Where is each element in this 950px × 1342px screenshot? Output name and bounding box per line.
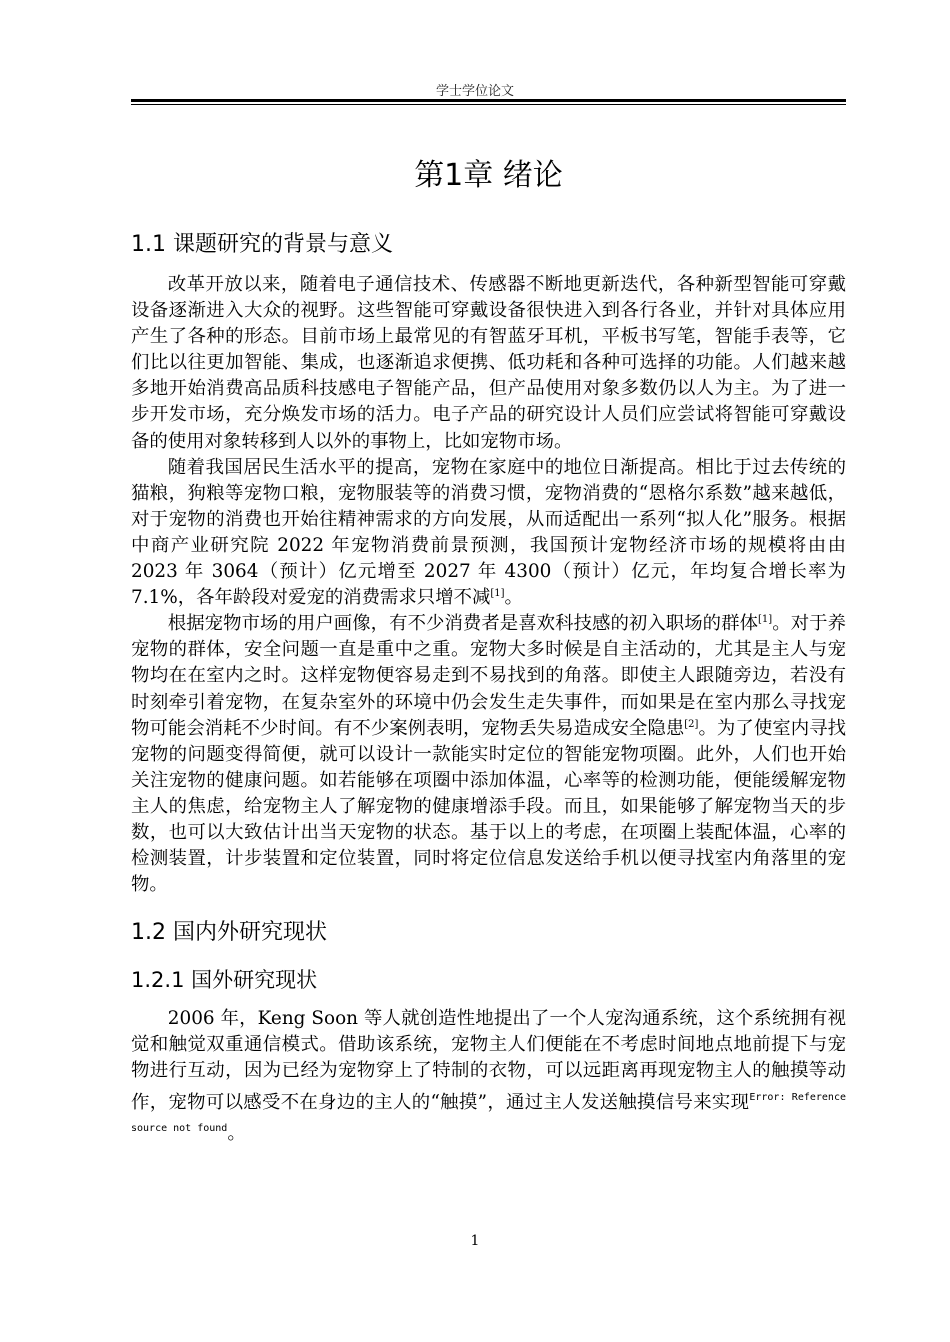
section-heading-1-2: 1.2 国内外研究现状	[131, 920, 327, 946]
paragraph-3	[131, 611, 846, 898]
paragraph-4-end: 。	[227, 1122, 246, 1144]
page-number: 1	[470, 1233, 480, 1249]
citation-2: [2]	[684, 718, 699, 730]
header-rule-thick	[131, 99, 846, 102]
reference-error: Error: Reference source not found	[131, 1091, 846, 1134]
citation-1: [1]	[490, 588, 505, 599]
paragraph-2	[131, 455, 846, 612]
citation-1b: [1]	[758, 614, 773, 626]
header-rule-thin	[131, 104, 846, 105]
paragraph-1: 改革开放以来，随着电子通信技术、传感器不断地更新迭代，各种新型智能可穿戴设备逐渐进入大众的视野。这些智能可穿戴设备很快进入到各行各业，并针对具体应用产生了各种的形态。目前市场上最常见的有智蓝牙耳机，平板书写笔，智能手表等，它们比以往更加智能、集成，也逐渐追求便携、低功耗和各种可选择的功能。人们越来越多地开始消费高品质科技感电子智能产品，但产品使用对象多数仍以人为主。为了进一步开发市场，充分焕发市场的活力。电子产品的研究设计人员们应尝试将智能可穿戴设备的使用对象转移到人以外的事物上，比如宠物市场。	[131, 274, 846, 452]
paragraph-3-text-c: 。为了使室内寻找宠物的问题变得简便，就可以设计一款能实时定位的智能宠物项圈。此外，人们也开始关注宠物的健康问题。如若能够在项圈中添加体温，心率等的检测功能，便能缓解宠物主人的焦虑，给宠物主人了解宠物的健康增添手段。而且，如果能够了解宠物当天的步数，也可以大致估计出当天宠物的状态。基于以上的考虑，在项圈上装配体温，心率的检测装置，计步装置和定位装置，同时将定位信息发送给手机以便寻找室内角落里的宠物。	[131, 717, 846, 896]
paragraph-2-end: 。	[504, 587, 523, 609]
paragraph-3-text-a: 根据宠物市场的用户画像，有不少消费者是喜欢科技感的初入职场的群体	[167, 613, 759, 635]
page-body	[131, 150, 846, 1147]
paragraph-4-text: 2006 年，Keng Soon 等人就创造性地提出了一个人宠沟通系统，这个系统拥有视觉和触觉双重通信模式。借助该系统，宠物主人们便能在不考虑时间地点地前提下与宠物进行互动，因为已经为宠物穿上了特制的衣物，可以远距离再现宠物主人的触摸等动作，宠物可以感受不在身边的主人的“触摸”，通过主人发送触摸信号来实现	[131, 1008, 846, 1113]
paragraph-2-text: 随着我国居民生活水平的提高，宠物在家庭中的地位日渐提高。相比于过去传统的猫粮，狗粮等宠物口粮，宠物服装等的消费习惯，宠物消费的“恩格尔系数”越来越低，对于宠物的消费也开始往精神需求的方向发展，从而适配出一系列“拟人化”服务。根据中商产业研究院 2022 年宠物消费前景预测，我国预计宠物经济市场的规模将由由 2023 年 3064（预计）亿元增至 2027 年 4300（预计）亿元，年均复合增长率为 7.1%，各年龄段对爱宠的消费需求只增不减	[131, 456, 846, 609]
paragraph-3-text-b: 。对于养宠物的群体，安全问题一直是重中之重。宠物大多时候是自主活动的，尤其是主人与宠物均在在室内之时。这样宠物便容易走到不易找到的角落。即使主人跟随旁边，若没有时刻牵引着宠物，在复杂室外的环境中仍会发生走失事件，而如果是在室内那么寻找宠物可能会消耗不少时间。有不少案例表明，宠物丢失易造成安全隐患	[131, 613, 846, 739]
chapter-title: 第1章 绪论	[414, 158, 563, 193]
section-heading-1-2-1: 1.2.1 国外研究现状	[131, 968, 318, 993]
running-header: 学士学位论文	[435, 84, 514, 99]
paragraph-4	[131, 1006, 846, 1146]
section-heading-1-1: 1.1 课题研究的背景与意义	[131, 232, 393, 257]
